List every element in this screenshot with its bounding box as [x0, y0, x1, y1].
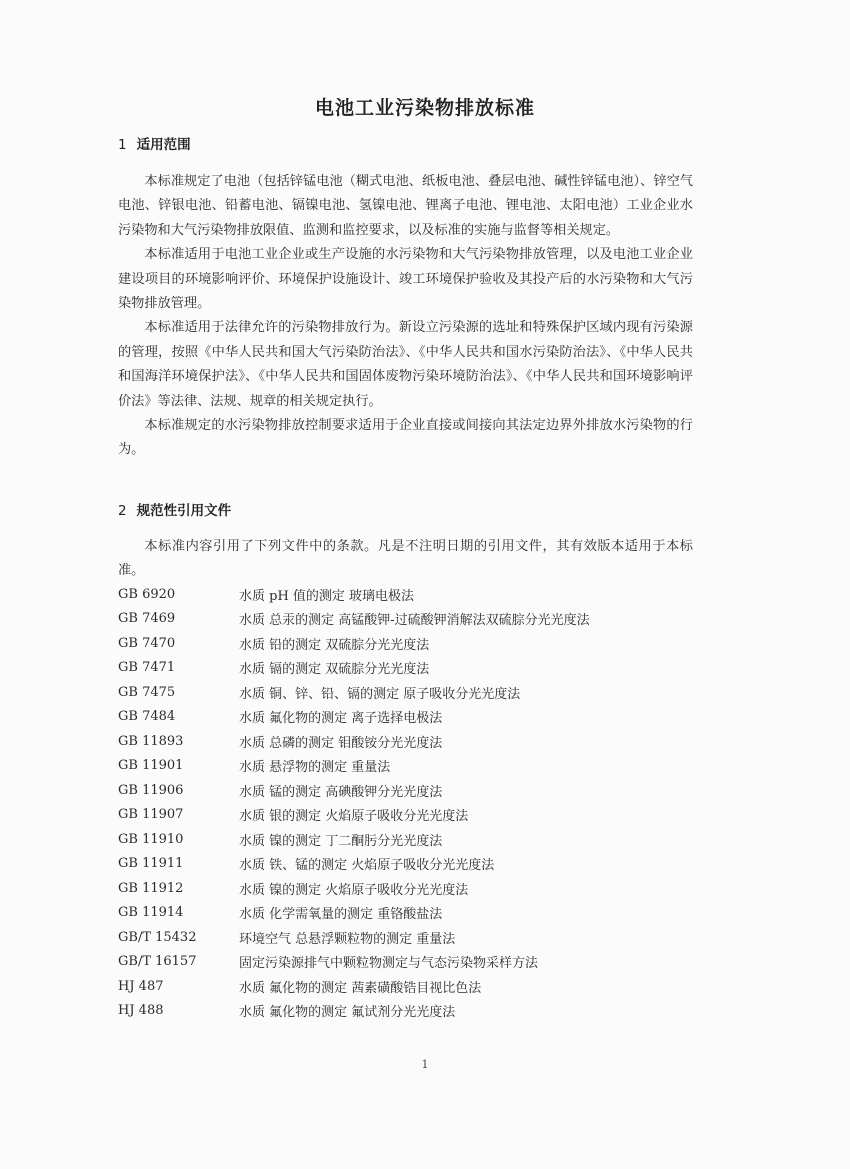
reference-title: 水质 镍的测定 火焰原子吸收分光光度法	[239, 882, 469, 898]
reference-row	[118, 925, 718, 950]
reference-row	[118, 778, 718, 803]
reference-code: GB 7469	[118, 611, 176, 627]
reference-row	[118, 852, 718, 877]
reference-code: GB 11914	[118, 905, 184, 921]
reference-row	[118, 680, 718, 705]
reference-title: 水质 镉的测定 双硫腙分光光度法	[239, 662, 430, 678]
reference-title: 水质 锰的测定 高碘酸钾分光光度法	[239, 784, 443, 800]
section-1-title: 适用范围	[136, 137, 191, 153]
paragraph: 本标准规定的水污染物排放控制要求适用于企业直接或间接向其法定边界外排放水污染物的行为。	[118, 418, 693, 458]
reference-row	[118, 950, 718, 975]
section-2-body	[118, 535, 693, 584]
reference-row	[118, 827, 718, 852]
section-1-body	[118, 170, 693, 463]
reference-code: GB/T 16157	[118, 954, 197, 970]
reference-title: 水质 铜、锌、铅、镉的测定 原子吸收分光光度法	[239, 686, 521, 702]
section-2-number: 2	[118, 503, 127, 519]
reference-row	[118, 876, 718, 901]
reference-row	[118, 631, 718, 656]
reference-title: 水质 氟化物的测定 茜素磺酸锆目视比色法	[239, 980, 482, 996]
reference-row	[118, 901, 718, 926]
reference-title: 水质 氟化物的测定 氟试剂分光光度法	[239, 1005, 456, 1021]
reference-code: GB 7471	[118, 660, 176, 676]
paragraph: 本标准适用于法律允许的污染物排放行为。新设立污染源的选址和特殊保护区域内现有污染源的管理，按照《中华人民共和国大气污染防治法》、《中华人民共和国水污染防治法》、《中华人民共和国海洋环境保护法》、《中华人民共和国固体废物污染环境防治法》、《中华人民共和国环境影响评价法》等法律、法规、规章的相关规定执行。	[118, 320, 693, 409]
reference-row	[118, 803, 718, 828]
reference-code: GB 11910	[118, 831, 184, 847]
reference-code: GB 7484	[118, 709, 176, 725]
reference-code: GB 11901	[118, 758, 184, 774]
reference-title: 水质 氟化物的测定 离子选择电极法	[239, 711, 443, 727]
reference-code: HJ 488	[118, 1003, 164, 1019]
reference-title: 水质 化学需氧量的测定 重铬酸盐法	[239, 907, 443, 923]
reference-title: 水质 铅的测定 双硫腙分光光度法	[239, 637, 430, 653]
paragraph: 本标准规定了电池（包括锌锰电池（糊式电池、纸板电池、叠层电池、碱性锌锰电池）、锌空气电池、锌银电池、铅蓄电池、镉镍电池、氢镍电池、锂离子电池、锂电池、太阳电池）工业企业水污染物和大气污染物排放限值、监测和监控要求，以及标准的实施与监督等相关规定。	[118, 174, 693, 238]
reference-row	[118, 607, 718, 632]
reference-row	[118, 754, 718, 779]
reference-title: 水质 悬浮物的测定 重量法	[239, 760, 391, 776]
reference-row	[118, 705, 718, 730]
section-1-number: 1	[118, 137, 127, 153]
reference-title: 水质 总汞的测定 高锰酸钾-过硫酸钾消解法双硫腙分光光度法	[239, 613, 590, 629]
reference-code: GB 11893	[118, 733, 184, 749]
reference-code: GB 11911	[118, 856, 184, 872]
reference-row	[118, 582, 718, 607]
reference-list	[118, 582, 718, 1023]
reference-row	[118, 656, 718, 681]
reference-title: 水质 银的测定 火焰原子吸收分光光度法	[239, 809, 469, 825]
section-2-heading	[118, 499, 231, 519]
page-number: 1	[421, 1058, 429, 1071]
reference-row	[118, 999, 718, 1024]
reference-code: GB 6920	[118, 586, 176, 602]
reference-code: GB 11906	[118, 782, 184, 798]
paragraph: 本标准适用于电池工业企业或生产设施的水污染物和大气污染物排放管理，以及电池工业企业建设项目的环境影响评价、环境保护设施设计、竣工环境保护验收及其投产后的水污染物和大气污染物排放管理。	[118, 247, 693, 312]
reference-code: HJ 487	[118, 978, 164, 994]
reference-code: GB 11912	[118, 880, 184, 896]
reference-row	[118, 974, 718, 999]
document-title: 电池工业污染物排放标准	[314, 97, 535, 119]
reference-title: 环境空气 总悬浮颗粒物的测定 重量法	[239, 931, 456, 947]
reference-row	[118, 729, 718, 754]
section-2-title: 规范性引用文件	[136, 503, 232, 519]
reference-title: 水质 总磷的测定 钼酸铵分光光度法	[239, 735, 443, 751]
section-1-heading	[118, 133, 191, 153]
reference-title: 固定污染源排气中颗粒物测定与气态污染物采样方法	[239, 956, 539, 972]
reference-code: GB 11907	[118, 807, 184, 823]
reference-title: 水质 镍的测定 丁二酮肟分光光度法	[239, 833, 443, 849]
reference-title: 水质 pH 值的测定 玻璃电极法	[239, 588, 415, 604]
reference-code: GB/T 15432	[118, 929, 197, 945]
paragraph: 本标准内容引用了下列文件中的条款。凡是不注明日期的引用文件，其有效版本适用于本标准。	[118, 539, 693, 579]
reference-title: 水质 铁、锰的测定 火焰原子吸收分光光度法	[239, 858, 495, 874]
reference-code: GB 7470	[118, 635, 176, 651]
reference-code: GB 7475	[118, 684, 176, 700]
